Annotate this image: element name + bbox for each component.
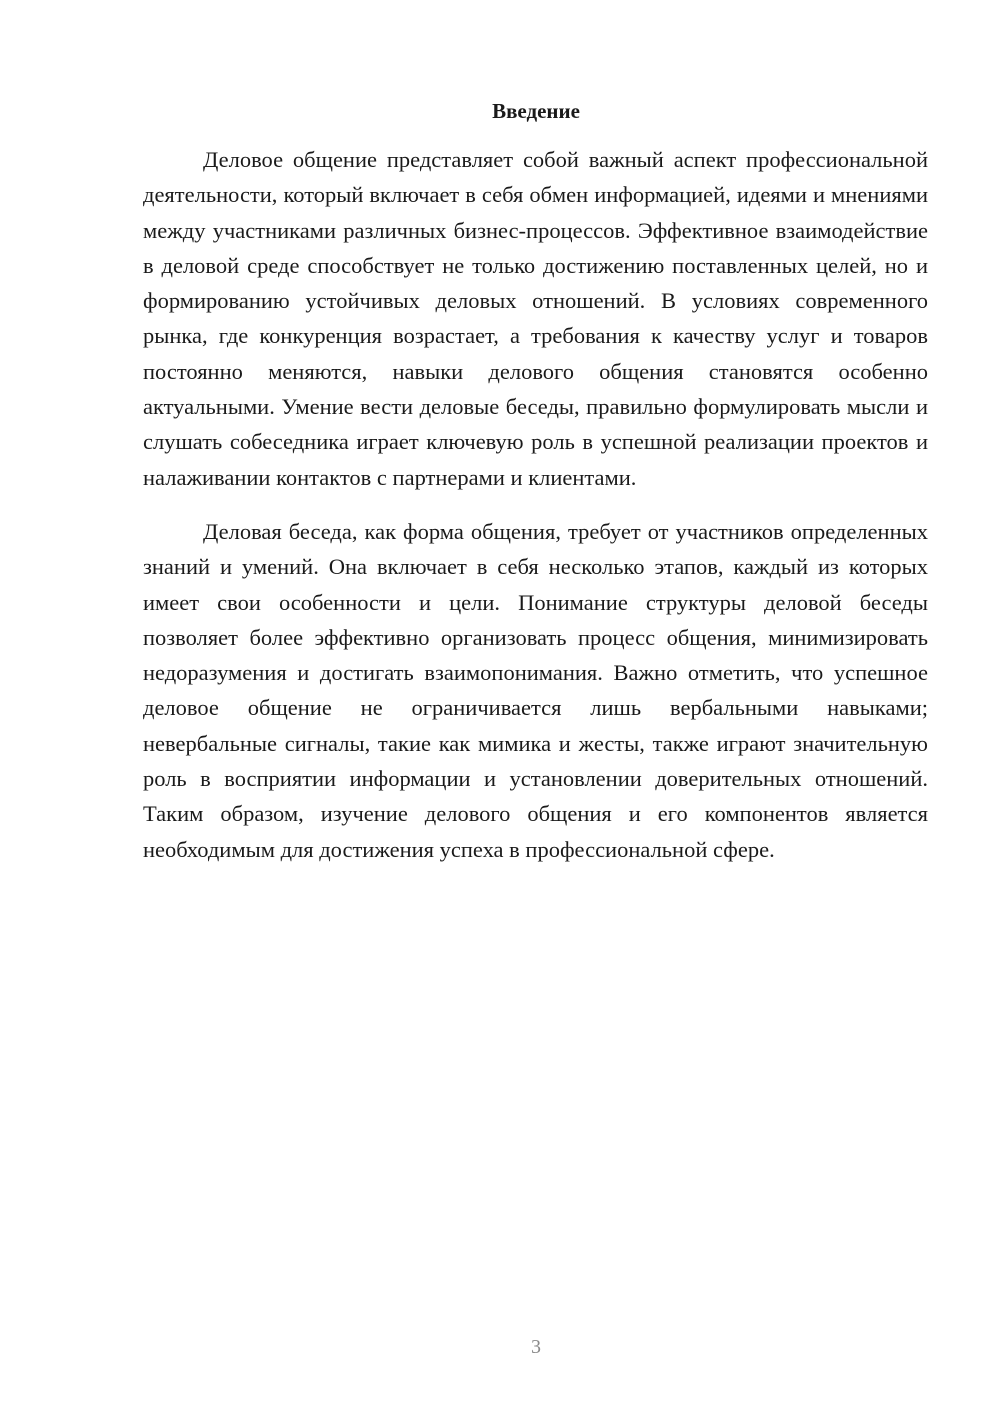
paragraph: Деловая беседа, как форма общения, требует от участников определенных знаний и умений. Она включает в себя несколько этапов, каждый из которых имеет свои особенности и цели. Понимание структуры деловой беседы позволяет более эффективно организовать процесс общения, минимизировать недоразумения и достигать взаимопонимания. Важно отметить, что успешное деловое общение не ограничивается лишь вербальными навыками; невербальные сигналы, такие как мимика и жесты, также играют значительную роль в восприятии информации и установлении доверительных отношений. Таким образом, изучение делового общения и его компонентов является необходимым для достижения успеха в профессиональной сфере.	[143, 518, 928, 862]
page-title: Введение	[492, 99, 580, 123]
page-number: 3	[531, 1336, 541, 1358]
paragraph: Деловое общение представляет собой важный аспект профессиональной деятельности, который включает в себя обмен информацией, идеями и мнениями между участниками различных бизнес-процессов. Эффективное взаимодействие в деловой среде способствует не только достижению поставленных целей, но и формированию устойчивых деловых отношений. В условиях современного рынка, где конкуренция возрастает, а требования к качеству услуг и товаров постоянно меняются, навыки делового общения становятся особенно актуальными. Умение вести деловые беседы, правильно формулировать мысли и слушать собеседника играет ключевую роль в успешной реализации проектов и налаживании контактов с партнерами и клиентами.	[143, 147, 928, 490]
body-text	[143, 142, 928, 867]
